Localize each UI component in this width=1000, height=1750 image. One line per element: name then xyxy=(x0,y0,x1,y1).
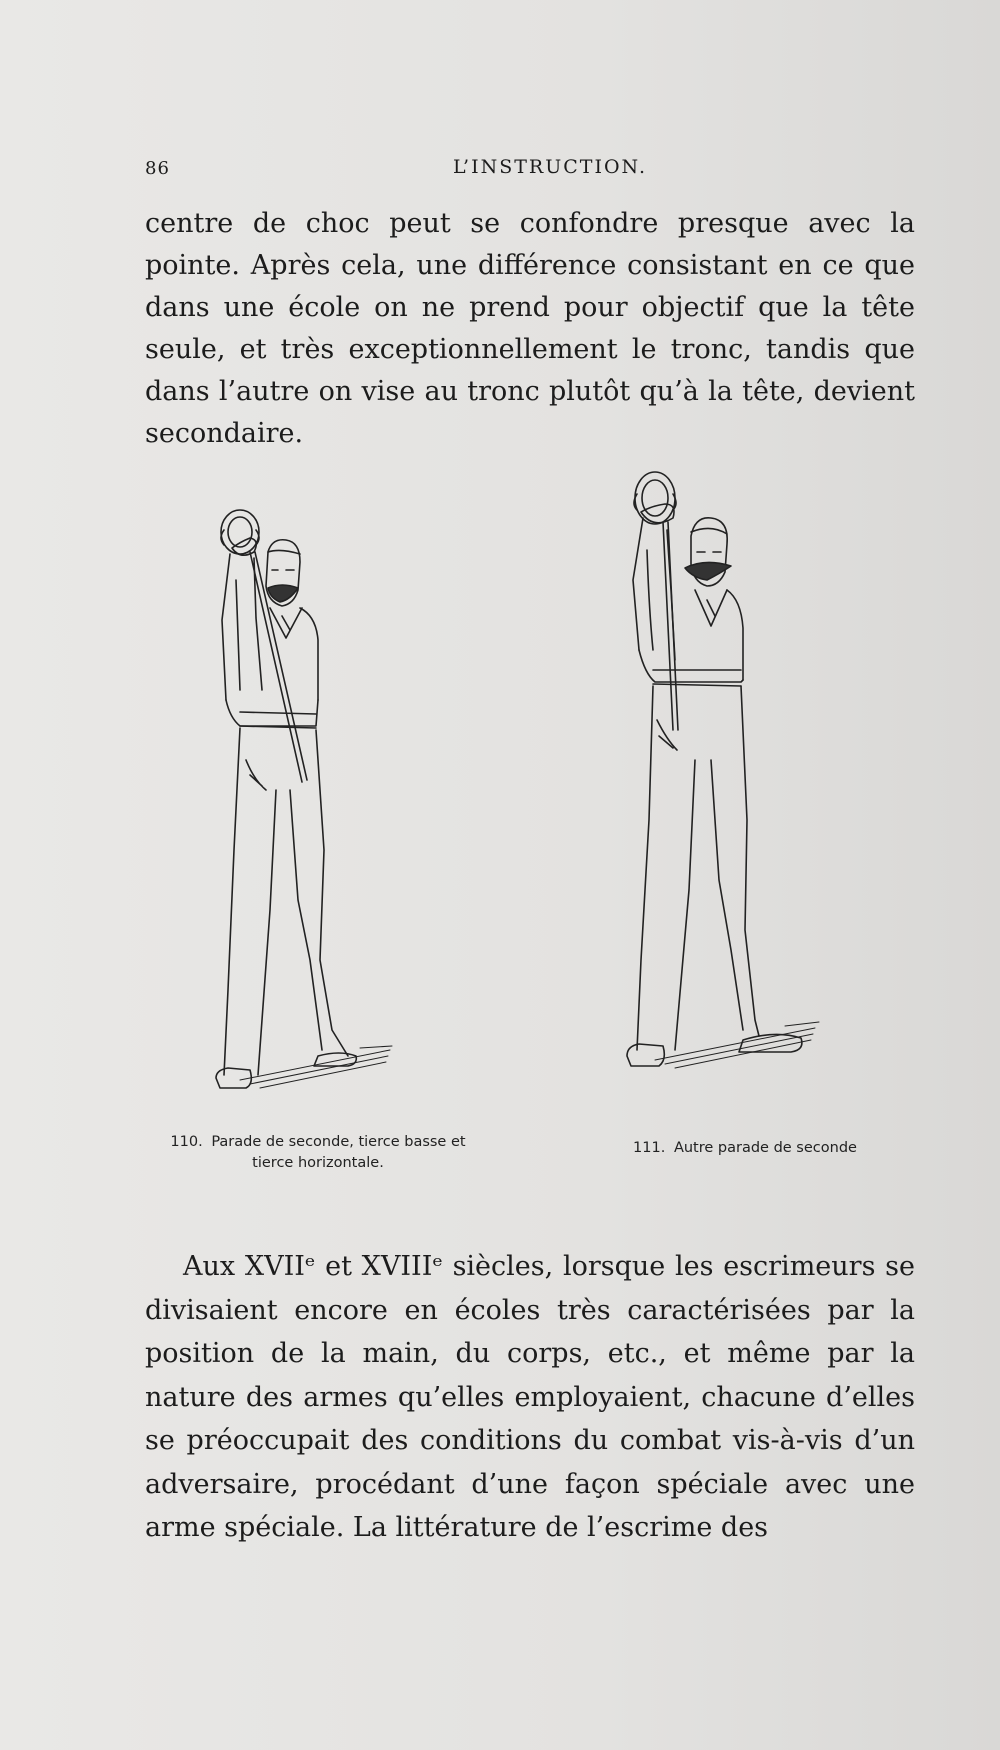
figure-111-caption xyxy=(600,1138,890,1159)
page-number: 86 xyxy=(145,158,170,179)
figure-111-text: Autre parade de seconde xyxy=(673,1140,857,1156)
paragraph-2 xyxy=(145,1245,915,1550)
running-title: L’INSTRUCTION. xyxy=(453,156,647,178)
figure-110-fencer-illustration xyxy=(210,490,450,1130)
figure-110-caption xyxy=(168,1132,468,1174)
figure-111-fencer-illustration xyxy=(615,460,875,1120)
paragraph-2-text: Aux XVIIᵉ et XVIIIᵉ siècles, lorsque les escrimeurs se divisaient encore en écoles très caractérisées par la position de la main, du corps, etc., et même par la nature des armes qu’elles employaient, chacune d’elles se préoccupait des conditions du combat vis-à-vis d’un adversaire, procédant d’une façon spéciale avec une arme spéciale. La littérature de l’escrime des xyxy=(145,1251,915,1543)
paragraph-1: centre de choc peut se confondre presque avec la pointe. Après cela, une différence consistant en ce que dans une école on ne prend pour objectif que la tête seule, et très exceptionnellement le tronc, tandis que dans l’autre on vise au tronc plutôt qu’à la tête, devient secondaire. xyxy=(145,208,915,449)
fencer-drawing-111 xyxy=(615,460,875,1120)
figure-110-text: Parade de seconde, tierce basse et tierce horizontale. xyxy=(211,1134,466,1171)
running-head xyxy=(145,152,915,182)
figure-111-number: 111. xyxy=(633,1140,666,1156)
fencer-drawing-110 xyxy=(210,490,450,1130)
figure-110-number: 110. xyxy=(170,1134,203,1150)
